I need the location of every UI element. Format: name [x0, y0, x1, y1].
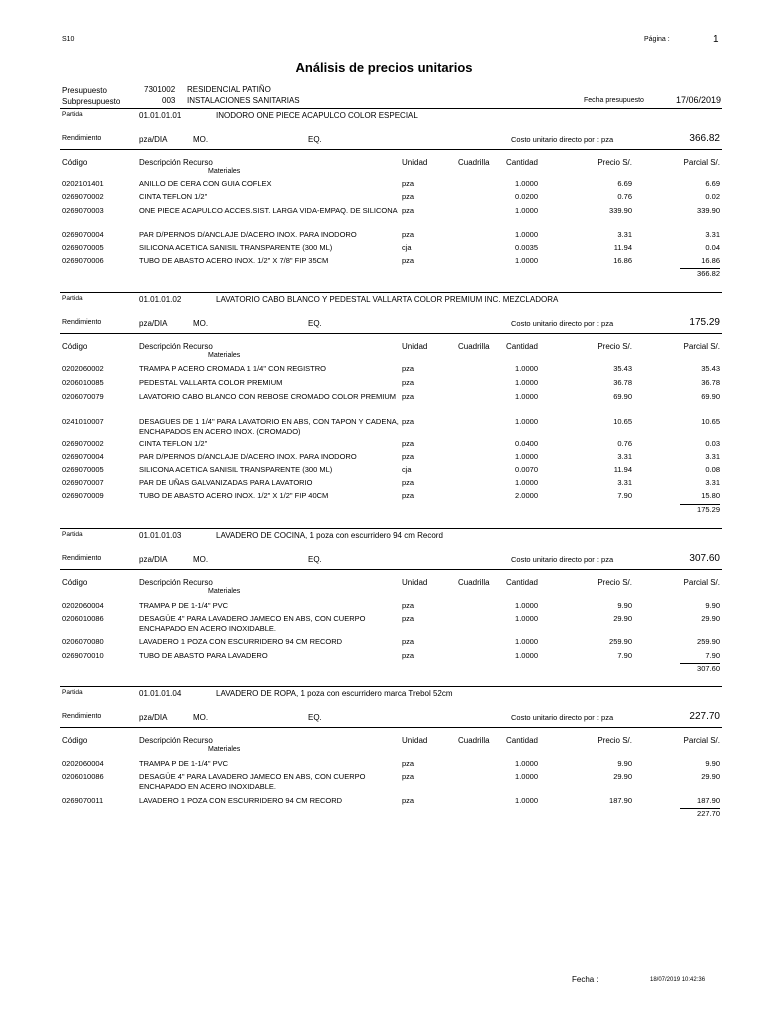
materiales-label: Materiales: [208, 588, 241, 595]
row-unidad: pza: [402, 439, 415, 448]
row-precio: 0.76: [617, 439, 632, 448]
row-precio: 11.94: [613, 465, 632, 474]
row-cantidad: 1.0000: [515, 651, 538, 660]
row-parcial: 187.90: [697, 796, 720, 805]
partida-sum: 307.60: [697, 664, 720, 673]
row-unidad: pza: [402, 230, 415, 239]
row-descripcion: PEDESTAL VALLARTA COLOR PREMIUM: [139, 378, 283, 387]
rendimiento-label: Rendimiento: [62, 555, 102, 562]
col-header-parcial: Parcial S/.: [683, 158, 720, 167]
divider-line: [60, 333, 722, 334]
col-header-cantidad: Cantidad: [505, 342, 538, 351]
partida-code: 01.01.01.03: [139, 531, 182, 540]
row-parcial: 9.90: [705, 759, 720, 768]
row-unidad: pza: [402, 192, 415, 201]
row-parcial: 259.90: [697, 637, 720, 646]
row-precio: 3.31: [617, 452, 632, 461]
row-codigo: 0269070007: [62, 478, 104, 487]
row-precio: 29.90: [613, 614, 632, 623]
row-parcial: 3.31: [705, 452, 720, 461]
col-header-descripcion: Descripción Recurso: [139, 578, 213, 587]
row-cantidad: 1.0000: [515, 759, 538, 768]
row-precio: 187.90: [609, 796, 632, 805]
row-unidad: pza: [402, 772, 415, 781]
row-cantidad: 1.0000: [515, 478, 538, 487]
row-unidad: cja: [402, 465, 412, 474]
row-cantidad: 1.0000: [515, 364, 538, 373]
row-codigo: 0269070011: [62, 796, 104, 805]
row-precio: 69.90: [613, 392, 632, 401]
materiales-label: Materiales: [208, 746, 241, 753]
row-descripcion: PAR D/PERNOS D/ANCLAJE D/ACERO INOX. PARA INODORO: [139, 230, 357, 239]
partida-label: Partida: [62, 111, 83, 118]
mo-label: MO.: [193, 713, 209, 722]
row-codigo: 0269070005: [62, 465, 104, 474]
divider-line: [60, 686, 722, 687]
rendimiento-label: Rendimiento: [62, 135, 102, 142]
row-cantidad: 1.0000: [515, 256, 538, 265]
row-parcial: 0.02: [705, 192, 720, 201]
costo-unitario-label: Costo unitario directo por : pza: [511, 555, 614, 564]
row-codigo: 0269070002: [62, 439, 104, 448]
row-parcial: 29.90: [701, 772, 720, 781]
row-unidad: pza: [402, 256, 415, 265]
row-parcial: 29.90: [701, 614, 720, 623]
row-codigo: 0269070006: [62, 256, 104, 265]
col-header-parcial: Parcial S/.: [683, 736, 720, 745]
rendimiento-unit: pza/DIA: [139, 135, 168, 144]
row-descripcion: DESAGÜE 4" PARA LAVADERO JAMECO EN ABS, CON CUERPO ENCHAPADO EN ACERO INOXIDABLE.: [139, 614, 366, 633]
row-parcial: 10.65: [701, 417, 720, 426]
row-precio: 7.90: [617, 491, 632, 500]
row-parcial: 69.90: [701, 392, 720, 401]
row-precio: 10.65: [613, 417, 632, 426]
row-codigo: 0241010007: [62, 417, 104, 426]
row-precio: 29.90: [613, 772, 632, 781]
partida-code: 01.01.01.04: [139, 689, 182, 698]
row-codigo: 0269070009: [62, 491, 104, 500]
row-cantidad: 0.0400: [515, 439, 538, 448]
divider-line: [60, 108, 722, 109]
row-codigo: 0269070005: [62, 243, 104, 252]
row-descripcion: TUBO DE ABASTO ACERO INOX. 1/2" X 7/8" FIP 35CM: [139, 256, 329, 265]
col-header-precio: Precio S/.: [597, 342, 632, 351]
partida-label: Partida: [62, 295, 83, 302]
row-parcial: 0.08: [705, 465, 720, 474]
col-header-descripcion: Descripción Recurso: [139, 158, 213, 167]
col-header-cantidad: Cantidad: [505, 158, 538, 167]
row-descripcion: PAR D/PERNOS D/ANCLAJE D/ACERO INOX. PARA INODORO: [139, 452, 357, 461]
partida-sum: 175.29: [697, 505, 720, 514]
row-descripcion: TRAMPA P DE 1-1/4" PVC: [139, 759, 229, 768]
row-parcial: 339.90: [697, 206, 720, 215]
row-descripcion: ANILLO DE CERA CON GUIA COFLEX: [139, 179, 272, 188]
row-unidad: pza: [402, 614, 415, 623]
divider-line: [60, 727, 722, 728]
col-header-parcial: Parcial S/.: [683, 578, 720, 587]
row-descripcion: TUBO DE ABASTO PARA LAVADERO: [139, 651, 268, 660]
row-cantidad: 1.0000: [515, 230, 538, 239]
col-header-precio: Precio S/.: [597, 736, 632, 745]
row-unidad: pza: [402, 392, 415, 401]
subpresupuesto-name: INSTALACIONES SANITARIAS: [187, 96, 300, 105]
mo-label: MO.: [193, 319, 209, 328]
row-descripcion: DESAGÜE 4" PARA LAVADERO JAMECO EN ABS, CON CUERPO ENCHAPADO EN ACERO INOXIDABLE.: [139, 772, 366, 791]
mo-label: MO.: [193, 555, 209, 564]
row-parcial: 0.03: [705, 439, 720, 448]
col-header-unidad: Unidad: [402, 578, 428, 587]
row-precio: 0.76: [617, 192, 632, 201]
costo-unitario-label: Costo unitario directo por : pza: [511, 319, 614, 328]
col-header-codigo: Código: [62, 158, 88, 167]
row-cantidad: 1.0000: [515, 417, 538, 426]
row-cantidad: 0.0200: [515, 192, 538, 201]
row-codigo: 0206010085: [62, 378, 104, 387]
partida-description: LAVATORIO CABO BLANCO Y PEDESTAL VALLARTA COLOR PREMIUM INC. MEZCLADORA: [216, 295, 559, 304]
mo-label: MO.: [193, 135, 209, 144]
row-codigo: 0269070004: [62, 230, 104, 239]
row-descripcion: CINTA TEFLON 1/2": [139, 192, 208, 201]
row-codigo: 0202101401: [62, 179, 104, 188]
col-header-cantidad: Cantidad: [505, 736, 538, 745]
row-unidad: pza: [402, 796, 415, 805]
page-title: Análisis de precios unitarios: [295, 60, 473, 75]
eq-label: EQ.: [308, 135, 322, 144]
materiales-label: Materiales: [208, 352, 241, 359]
partida-description: LAVADERO DE ROPA, 1 poza con escurridero marca Trebol 52cm: [216, 689, 453, 698]
costo-unitario-label: Costo unitario directo por : pza: [511, 135, 614, 144]
row-unidad: pza: [402, 364, 415, 373]
row-parcial: 6.69: [705, 179, 720, 188]
row-descripcion: TRAMPA P ACERO CROMADA 1 1/4" CON REGISTRO: [139, 364, 327, 373]
costo-unitario-total: 366.82: [689, 133, 720, 144]
row-unidad: pza: [402, 206, 415, 215]
col-header-cuadrilla: Cuadrilla: [458, 736, 490, 745]
row-parcial: 9.90: [705, 601, 720, 610]
row-cantidad: 1.0000: [515, 772, 538, 781]
presupuesto-code: 7301002: [144, 85, 176, 94]
row-cantidad: 1.0000: [515, 179, 538, 188]
subpresupuesto-label: Subpresupuesto: [62, 97, 121, 106]
row-codigo: 0269070003: [62, 206, 104, 215]
col-header-unidad: Unidad: [402, 736, 428, 745]
row-cantidad: 1.0000: [515, 614, 538, 623]
row-unidad: cja: [402, 243, 412, 252]
row-descripcion: SILICONA ACETICA SANISIL TRANSPARENTE (300 ML): [139, 243, 333, 252]
col-header-codigo: Código: [62, 736, 88, 745]
eq-label: EQ.: [308, 319, 322, 328]
rendimiento-unit: pza/DIA: [139, 713, 168, 722]
fecha-presupuesto-value: 17/06/2019: [676, 95, 722, 105]
partida-label: Partida: [62, 531, 83, 538]
divider-line: [60, 528, 722, 529]
fecha-presupuesto-label: Fecha presupuesto: [584, 97, 644, 104]
row-descripcion: LAVADERO 1 POZA CON ESCURRIDERO 94 CM RECORD: [139, 637, 343, 646]
row-codigo: 0206010086: [62, 614, 104, 623]
col-header-unidad: Unidad: [402, 342, 428, 351]
row-parcial: 15.80: [701, 491, 720, 500]
row-unidad: pza: [402, 759, 415, 768]
partida-code: 01.01.01.02: [139, 295, 182, 304]
partida-sum: 366.82: [697, 269, 720, 278]
row-descripcion: DESAGUES DE 1 1/4" PARA LAVATORIO EN ABS, CON TAPON Y CADENA, ENCHAPADOS EN ACERO INOX. (CROMADO): [139, 417, 399, 436]
col-header-cuadrilla: Cuadrilla: [458, 342, 490, 351]
row-codigo: 0269070010: [62, 651, 104, 660]
rendimiento-unit: pza/DIA: [139, 319, 168, 328]
partida-code: 01.01.01.01: [139, 111, 182, 120]
row-descripcion: PAR DE UÑAS GALVANIZADAS PARA LAVATORIO: [139, 478, 313, 487]
row-precio: 35.43: [613, 364, 632, 373]
row-unidad: pza: [402, 601, 415, 610]
partida-description: LAVADERO DE COCINA, 1 poza con escurridero 94 cm Record: [216, 531, 443, 540]
rendimiento-label: Rendimiento: [62, 319, 102, 326]
page-label: Página :: [644, 36, 670, 43]
col-header-cuadrilla: Cuadrilla: [458, 158, 490, 167]
col-header-codigo: Código: [62, 578, 88, 587]
row-cantidad: 1.0000: [515, 378, 538, 387]
row-descripcion: LAVADERO 1 POZA CON ESCURRIDERO 94 CM RECORD: [139, 796, 343, 805]
col-header-cantidad: Cantidad: [505, 578, 538, 587]
row-precio: 11.94: [613, 243, 632, 252]
row-precio: 3.31: [617, 230, 632, 239]
costo-unitario-total: 307.60: [689, 553, 720, 564]
row-unidad: pza: [402, 637, 415, 646]
row-codigo: 0206010086: [62, 772, 104, 781]
row-precio: 7.90: [617, 651, 632, 660]
footer-fecha-label: Fecha :: [572, 975, 599, 984]
row-unidad: pza: [402, 651, 415, 660]
row-cantidad: 1.0000: [515, 452, 538, 461]
col-header-descripcion: Descripción Recurso: [139, 342, 213, 351]
row-unidad: pza: [402, 491, 415, 500]
row-precio: 9.90: [617, 601, 632, 610]
col-header-descripcion: Descripción Recurso: [139, 736, 213, 745]
col-header-cuadrilla: Cuadrilla: [458, 578, 490, 587]
row-precio: 9.90: [617, 759, 632, 768]
row-codigo: 0202060002: [62, 364, 104, 373]
row-cantidad: 0.0035: [515, 243, 538, 252]
row-cantidad: 1.0000: [515, 392, 538, 401]
row-descripcion: CINTA TEFLON 1/2": [139, 439, 208, 448]
rendimiento-unit: pza/DIA: [139, 555, 168, 564]
rendimiento-label: Rendimiento: [62, 713, 102, 720]
row-cantidad: 1.0000: [515, 637, 538, 646]
eq-label: EQ.: [308, 555, 322, 564]
row-unidad: pza: [402, 378, 415, 387]
row-parcial: 3.31: [705, 478, 720, 487]
row-descripcion: SILICONA ACETICA SANISIL TRANSPARENTE (300 ML): [139, 465, 333, 474]
col-header-precio: Precio S/.: [597, 158, 632, 167]
row-precio: 36.78: [613, 378, 632, 387]
row-codigo: 0202060004: [62, 601, 104, 610]
costo-unitario-total: 227.70: [689, 711, 720, 722]
eq-label: EQ.: [308, 713, 322, 722]
divider-line: [60, 149, 722, 150]
row-cantidad: 1.0000: [515, 601, 538, 610]
row-parcial: 16.86: [701, 256, 720, 265]
row-precio: 6.69: [617, 179, 632, 188]
col-header-parcial: Parcial S/.: [683, 342, 720, 351]
row-precio: 259.90: [609, 637, 632, 646]
materiales-label: Materiales: [208, 168, 241, 175]
presupuesto-label: Presupuesto: [62, 86, 107, 95]
partida-description: INODORO ONE PIECE ACAPULCO COLOR ESPECIAL: [216, 111, 418, 120]
row-codigo: 0269070004: [62, 452, 104, 461]
partida-sum: 227.70: [697, 809, 720, 818]
row-parcial: 35.43: [701, 364, 720, 373]
costo-unitario-total: 175.29: [689, 317, 720, 328]
row-cantidad: 1.0000: [515, 796, 538, 805]
system-code: S10: [62, 36, 75, 43]
row-descripcion: TUBO DE ABASTO ACERO INOX. 1/2" X 1/2" FIP 40CM: [139, 491, 329, 500]
row-unidad: pza: [402, 452, 415, 461]
footer-fecha-value: 18/07/2019 10:42:36: [650, 977, 706, 983]
row-parcial: 7.90: [705, 651, 720, 660]
partida-label: Partida: [62, 689, 83, 696]
row-parcial: 3.31: [705, 230, 720, 239]
row-codigo: 0206070080: [62, 637, 104, 646]
row-unidad: pza: [402, 179, 415, 188]
row-codigo: 0206070079: [62, 392, 104, 401]
divider-line: [60, 569, 722, 570]
row-precio: 339.90: [609, 206, 632, 215]
row-codigo: 0269070002: [62, 192, 104, 201]
row-parcial: 0.04: [705, 243, 720, 252]
row-parcial: 36.78: [701, 378, 720, 387]
row-cantidad: 1.0000: [515, 206, 538, 215]
costo-unitario-label: Costo unitario directo por : pza: [511, 713, 614, 722]
row-codigo: 0202060004: [62, 759, 104, 768]
row-descripcion: ONE PIECE ACAPULCO ACCES.SIST. LARGA VIDA-EMPAQ. DE SILICONA: [139, 206, 398, 215]
subpresupuesto-code: 003: [162, 96, 176, 105]
row-precio: 3.31: [617, 478, 632, 487]
row-descripcion: TRAMPA P DE 1-1/4" PVC: [139, 601, 229, 610]
presupuesto-name: RESIDENCIAL PATIÑO: [187, 85, 271, 94]
row-unidad: pza: [402, 417, 415, 426]
row-descripcion: LAVATORIO CABO BLANCO CON REBOSE CROMADO COLOR PREMIUM: [139, 392, 396, 401]
col-header-codigo: Código: [62, 342, 88, 351]
col-header-unidad: Unidad: [402, 158, 428, 167]
row-unidad: pza: [402, 478, 415, 487]
row-cantidad: 2.0000: [515, 491, 538, 500]
row-cantidad: 0.0070: [515, 465, 538, 474]
row-precio: 16.86: [613, 256, 632, 265]
divider-line: [60, 292, 722, 293]
col-header-precio: Precio S/.: [597, 578, 632, 587]
page-number: 1: [713, 34, 719, 45]
